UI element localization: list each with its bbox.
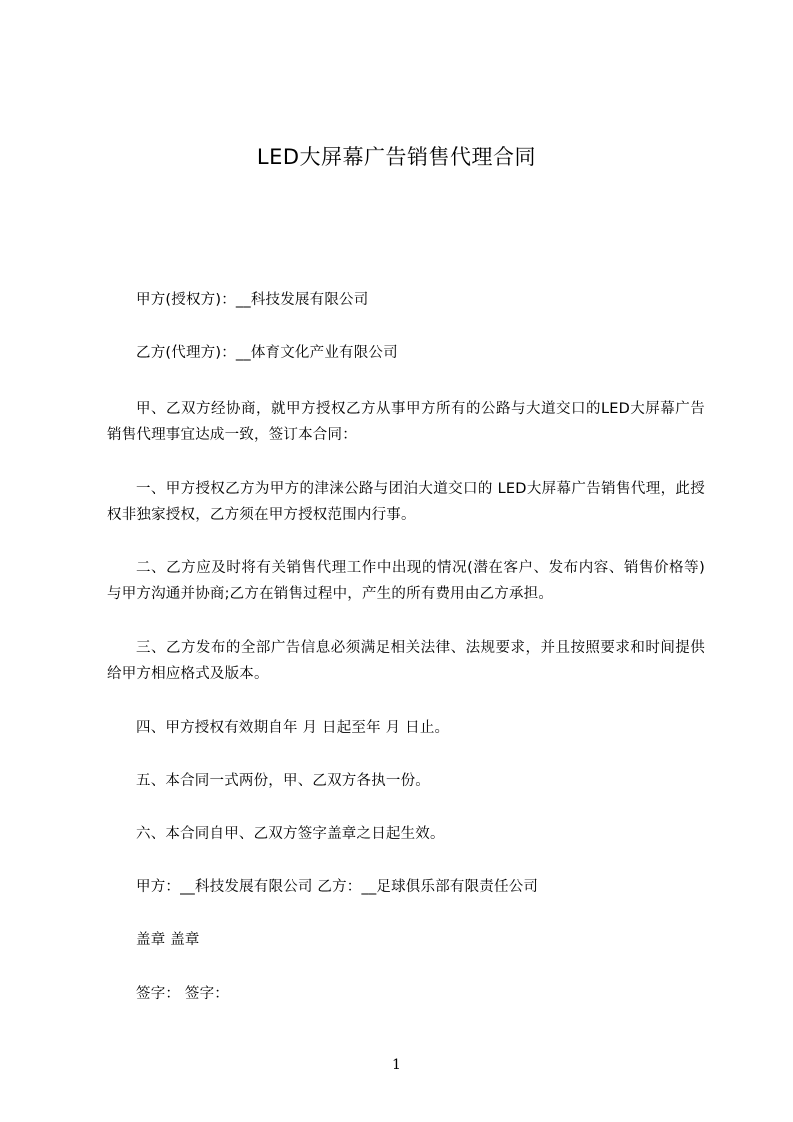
- clause-5-line: 五、本合同一式两份，甲、乙双方各执一份。: [136, 773, 430, 789]
- intro-paragraph: 甲、乙双方经协商，就甲方授权乙方从事甲方所有的公路与大道交口的LED大屏幕广告销售代理事宜达成一致，签订本合同：: [107, 401, 705, 443]
- party-a-line: 甲方(授权方)：__科技发展有限公司: [136, 292, 369, 308]
- clause-2-paragraph: 二、乙方应及时将有关销售代理工作中出现的情况(潜在客户、发布内容、销售价格等)与甲方沟通并协商;乙方在销售过程中，产生的所有费用由乙方承担。: [107, 560, 705, 602]
- clause-1-paragraph: 一、甲方授权乙方为甲方的津涞公路与团泊大道交口的 LED大屏幕广告销售代理，此授权非独家授权，乙方须在甲方授权范围内行事。: [107, 481, 705, 523]
- party-b-line: 乙方(代理方)：__体育文化产业有限公司: [136, 345, 398, 361]
- document-title: LED大屏幕广告销售代理合同: [256, 145, 537, 169]
- page-number: 1: [392, 1057, 401, 1073]
- signature-parties-line: 甲方：__科技发展有限公司 乙方：__足球俱乐部有限责任公司: [136, 879, 539, 895]
- clause-4-line: 四、甲方授权有效期自年 月 日起至年 月 日止。: [136, 720, 450, 736]
- clause-6-line: 六、本合同自甲、乙双方签字盖章之日起生效。: [136, 826, 445, 842]
- clause-3-paragraph: 三、乙方发布的全部广告信息必须满足相关法律、法规要求，并且按照要求和时间提供给甲方相应格式及版本。: [107, 640, 705, 682]
- sign-line: 签字： 签字：: [136, 986, 230, 1002]
- seal-line: 盖章 盖章: [136, 932, 200, 948]
